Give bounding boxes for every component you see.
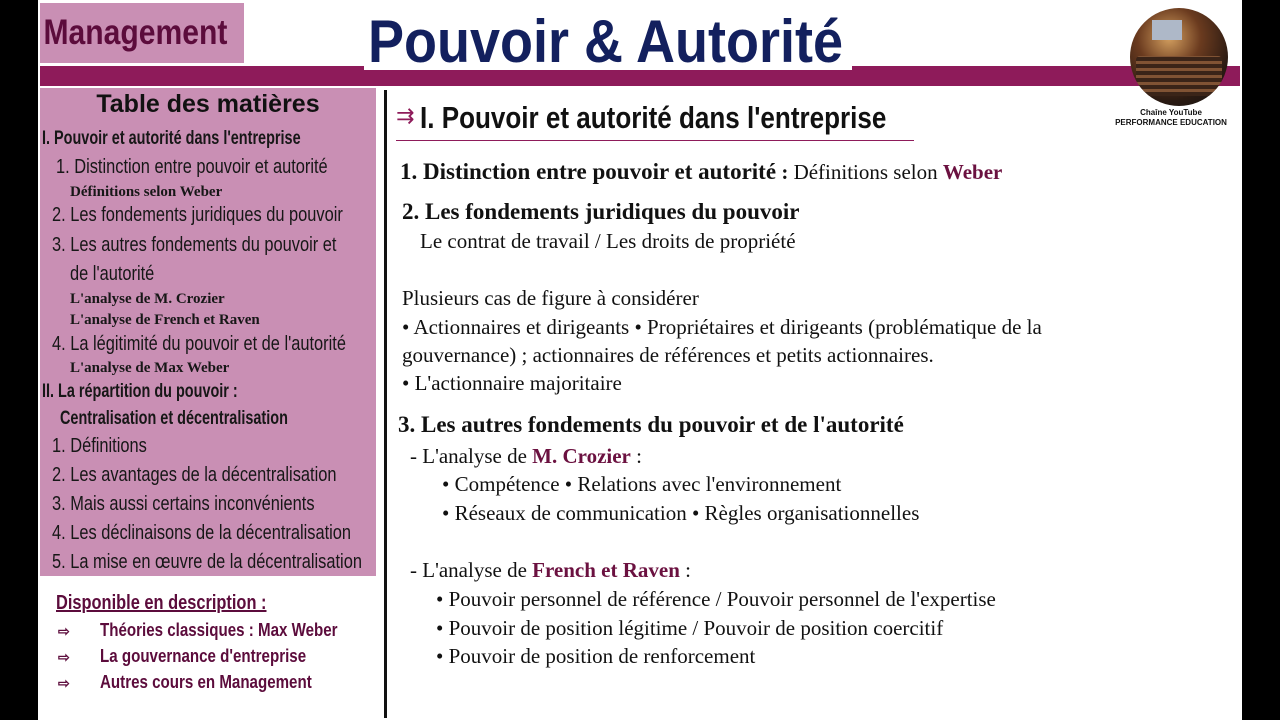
arrow-right-icon: ⇨ bbox=[58, 649, 70, 665]
crozier-prefix: - L'analyse de bbox=[410, 444, 533, 468]
table-of-contents bbox=[40, 88, 376, 576]
toc-item: de l'autorité bbox=[70, 263, 155, 285]
subsection-3-title: 3. Les autres fondements du pouvoir et de l'autorité bbox=[398, 412, 904, 437]
french-raven-line-2: • Pouvoir de position légitime / Pouvoir de position coercitif bbox=[436, 616, 944, 640]
arrow-right-icon: ⇨ bbox=[58, 623, 70, 639]
category-badge bbox=[40, 3, 244, 63]
crozier-heading bbox=[410, 442, 642, 470]
channel-thumbnail-image bbox=[1130, 8, 1228, 106]
cases-intro: Plusieurs cas de figure à considérer bbox=[402, 286, 699, 310]
toc-item: L'analyse de M. Crozier bbox=[70, 291, 225, 307]
toc-item: II. La répartition du pouvoir : bbox=[42, 381, 238, 402]
separator: : bbox=[776, 160, 794, 184]
french-raven-heading bbox=[410, 556, 691, 584]
available-link-label: Autres cours en Management bbox=[100, 672, 312, 692]
toc-item: 4. Les déclinaisons de la décentralisation bbox=[52, 522, 352, 544]
toc-item: 5. La mise en œuvre de la décentralisation bbox=[52, 551, 362, 573]
french-raven-line-1: • Pouvoir personnel de référence / Pouvoir personnel de l'expertise bbox=[436, 587, 996, 611]
toc-item: 2. Les fondements juridiques du pouvoir bbox=[52, 204, 343, 226]
category-label: Management bbox=[43, 13, 228, 52]
crozier-line-1: • Compétence • Relations avec l'environnement bbox=[442, 472, 842, 496]
slide bbox=[38, 0, 1242, 720]
toc-item: I. Pouvoir et autorité dans l'entreprise bbox=[42, 128, 301, 149]
audience-shape bbox=[1136, 56, 1222, 96]
toc-item: 4. La légitimité du pouvoir et de l'autorité bbox=[52, 333, 346, 355]
subsection-1 bbox=[400, 158, 1002, 186]
subsection-1-text: Définitions selon bbox=[793, 160, 943, 184]
available-link-label: Théories classiques : Max Weber bbox=[100, 620, 338, 640]
toc-item: 1. Distinction entre pouvoir et autorité bbox=[56, 156, 328, 178]
channel-line-2: PERFORMANCE EDUCATION bbox=[1115, 118, 1227, 127]
section-heading bbox=[396, 96, 914, 141]
toc-item: Définitions selon Weber bbox=[70, 184, 223, 200]
toc-item: L'analyse de Max Weber bbox=[70, 360, 230, 376]
subsection-2-title: 2. Les fondements juridiques du pouvoir bbox=[402, 199, 800, 224]
available-link-label: La gouvernance d'entreprise bbox=[100, 646, 307, 666]
vertical-divider bbox=[384, 90, 387, 718]
page-title: Pouvoir & Autorité bbox=[368, 8, 844, 75]
toc-item: 2. Les avantages de la décentralisation bbox=[52, 464, 337, 486]
channel-credit bbox=[1106, 108, 1236, 128]
cases-line-3: • L'actionnaire majoritaire bbox=[402, 371, 622, 395]
weber-name: Weber bbox=[942, 160, 1003, 184]
screen-shape bbox=[1152, 20, 1182, 40]
toc-item: Centralisation et décentralisation bbox=[60, 408, 288, 429]
arrow-right-icon: ⇨ bbox=[58, 675, 70, 691]
available-link[interactable] bbox=[58, 646, 345, 667]
subsection-1-title: 1. Distinction entre pouvoir et autorité bbox=[400, 159, 777, 184]
double-arrow-icon: ⇉ bbox=[396, 104, 415, 129]
french-raven-line-3: • Pouvoir de position de renforcement bbox=[436, 644, 756, 668]
fr-prefix: - L'analyse de bbox=[410, 558, 533, 582]
crozier-line-2: • Réseaux de communication • Règles organisationnelles bbox=[442, 501, 920, 525]
available-title: Disponible en description : bbox=[56, 592, 267, 614]
fr-suffix: : bbox=[679, 558, 691, 582]
subsection-2-text: Le contrat de travail / Les droits de propriété bbox=[420, 229, 796, 253]
cases-line-2: gouvernance) ; actionnaires de références et petits actionnaires. bbox=[402, 343, 934, 367]
toc-title: Table des matières bbox=[96, 90, 320, 118]
crozier-name: M. Crozier bbox=[532, 444, 631, 468]
toc-item: 3. Les autres fondements du pouvoir et bbox=[52, 234, 337, 256]
cases-line-1: • Actionnaires et dirigeants • Propriétaires et dirigeants (problématique de la bbox=[402, 315, 1042, 339]
channel-line-1: Chaîne YouTube bbox=[1140, 108, 1202, 117]
toc-item: 1. Définitions bbox=[52, 435, 147, 457]
available-link[interactable] bbox=[58, 620, 383, 641]
toc-item: L'analyse de French et Raven bbox=[70, 312, 260, 328]
available-link[interactable] bbox=[58, 672, 352, 693]
french-raven-name: French et Raven bbox=[532, 558, 680, 582]
section-title: I. Pouvoir et autorité dans l'entreprise bbox=[420, 100, 887, 135]
toc-item: 3. Mais aussi certains inconvénients bbox=[52, 493, 315, 515]
crozier-suffix: : bbox=[630, 444, 642, 468]
